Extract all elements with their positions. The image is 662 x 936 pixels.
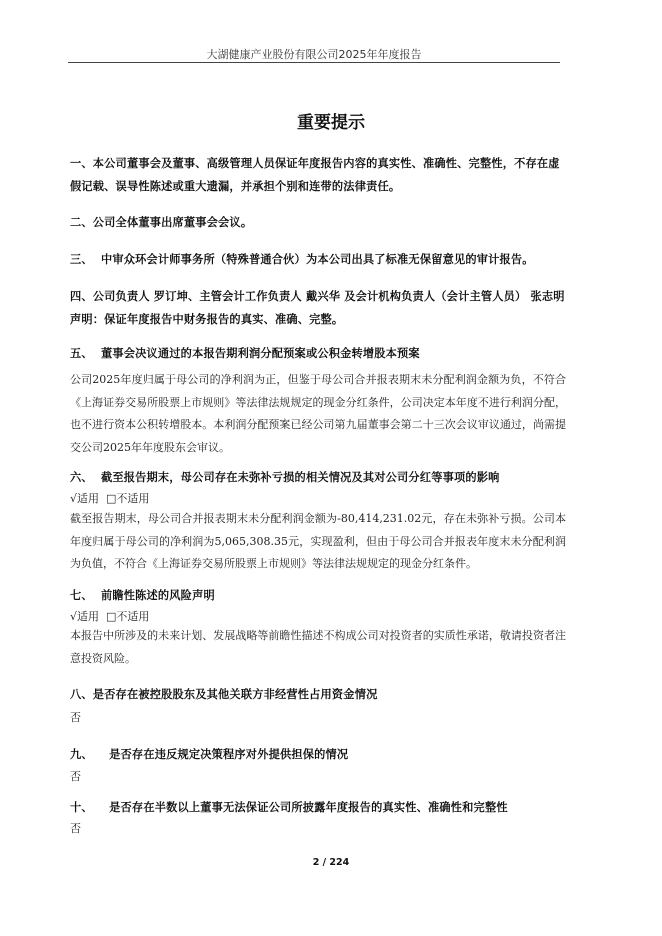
running-header: 大湖健康产业股份有限公司2025年年度报告 (206, 48, 422, 61)
section-10-answer: 否 (70, 822, 81, 835)
section-5-body: 公司2025年度归属于母公司的净利润为正，但鉴于母公司合并报表期末未分配利润金额为负，不符合《上海证券交易所股票上市规则》等法律法规规定的现金分红条件，公司决定本年度不进行利润分配，也不进行资本公积转增股本。本利润分配预案已经公司第九届董事会第二十三次会议审议通过，尚需提交公司2025年年度股东会审议。 (70, 373, 566, 454)
section-7-body: 本报告中所涉及的未来计划、发展战略等前瞻性描述不构成公司对投资者的实质性承诺，敬请投资者注意投资风险。 (70, 629, 566, 665)
section-2-heading: 二、公司全体董事出席董事会会议。 (70, 216, 253, 229)
page-title: 重要提示 (297, 113, 365, 133)
section-8-heading: 八、是否存在被控股股东及其他关联方非经营性占用资金情况 (70, 688, 378, 701)
section-1-heading: 一、本公司董事会及董事、高级管理人员保证年度报告内容的真实性、准确性、完整性，不存在虚假记载、误导性陈述或重大遗漏，并承担个别和连带的法律责任。 (70, 157, 560, 193)
section-6-heading: 六、 截至报告期末，母公司存在未弥补亏损的相关情况及其对公司分红等事项的影响 (70, 471, 500, 484)
section-9-heading: 九、 是否存在违反规定决策程序对外提供担保的情况 (70, 748, 349, 761)
section-8-answer: 否 (70, 711, 81, 724)
section-7-applicability: √适用 □不适用 (70, 610, 150, 623)
section-10-heading: 十、 是否存在半数以上董事无法保证公司所披露年度报告的真实性、准确性和完整性 (70, 801, 508, 814)
section-6-body: 截至报告期末，母公司合并报表期末未分配利润金额为-80,414,231.02元，存在未弥补亏损。公司本年度归属于母公司的净利润为5,065,308.35元，实现盈利，但由于母公司合并报表年度末未分配利润为负值，不符合《上海证券交易所股票上市规则》等法律法规规定的现金分红条件。 (70, 512, 566, 570)
section-6-applicability: √适用 □不适用 (70, 492, 150, 505)
section-5-heading: 五、 董事会决议通过的本报告期利润分配预案或公积金转增股本预案 (70, 347, 420, 360)
page-number: 2 / 224 (312, 857, 350, 868)
section-4-heading: 四、公司负责人 罗订坤、主管会计工作负责人 戴兴华 及会计机构负责人（会计主管人员） 张志明 声明：保证年度报告中财务报告的真实、准确、完整。 (70, 290, 565, 326)
section-3-heading: 三、 中审众环会计师事务所（特殊普通合伙）为本公司出具了标准无保留意见的审计报告。 (70, 253, 534, 266)
header-rule (68, 62, 560, 63)
section-7-heading: 七、 前瞻性陈述的风险声明 (70, 589, 215, 602)
section-9-answer: 否 (70, 770, 81, 783)
